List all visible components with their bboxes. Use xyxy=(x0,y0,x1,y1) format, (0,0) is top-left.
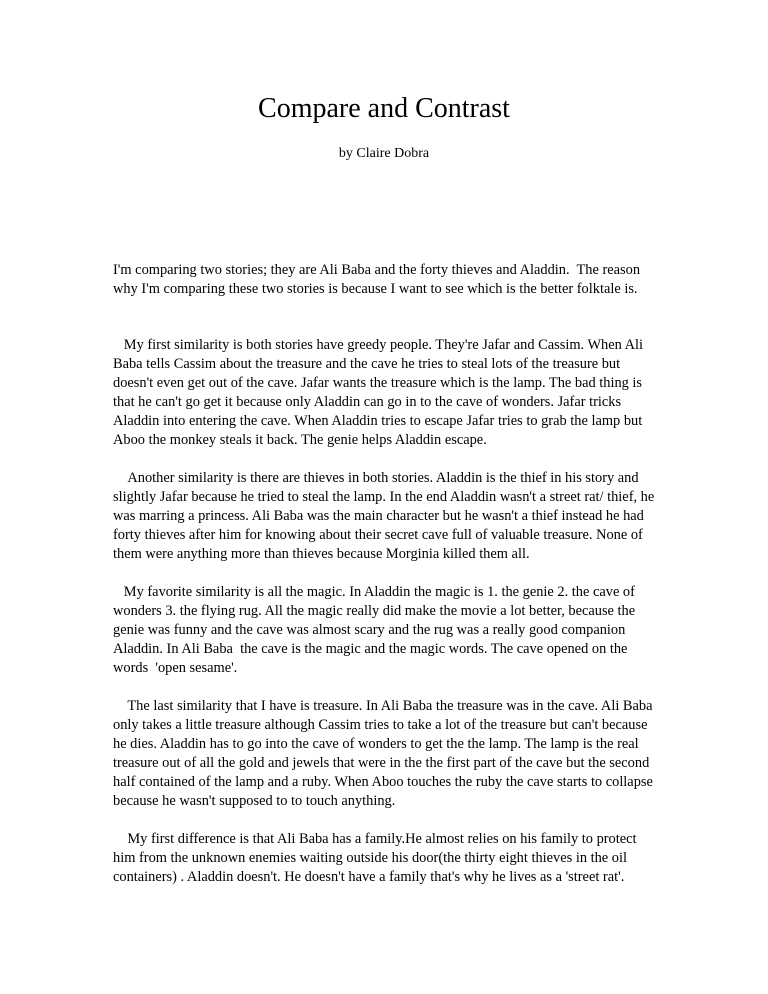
paragraph-greedy-people: My first similarity is both stories have greedy people. They're Jafar and Cassim. When Ali Baba tells Cassim about the treasure and the cave he tries to steal lots of the treasure but doesn't even get out of the cave. Jafar wants the treasure which is the lamp. The bad thing is that he can't go get it because only Aladdin can go in to the cave of wonders. Jafar tricks Aladdin into entering the cave. When Aladdin tries to escape Jafar tries to grab the lamp but Aboo the monkey steals it back. The genie helps Aladdin escape. xyxy=(113,337,647,448)
paragraph-magic: My favorite similarity is all the magic. In Aladdin the magic is 1. the genie 2. the cave of wonders 3. the flying rug. All the magic really did make the movie a lot better, because the genie was funny and the cave was almost scary and the rug was a really good companion Aladdin. In Ali Baba the cave is the magic and the magic words. The cave opened on the words 'open sesame'. xyxy=(113,584,639,676)
paragraph-treasure: The last similarity that I have is treasure. In Ali Baba the treasure was in the cave. Ali Baba only takes a little treasure although Cassim tries to take a lot of the treasure but can't because he dies. Aladdin has to go into the cave of wonders to get the the lamp. The lamp is the real treasure out of all the gold and jewels that were in the the first part of the cave but the second half contained of the lamp and a ruby. When Aboo touches the ruby the cave starts to collapse because he wasn't supposed to to touch anything. xyxy=(113,698,657,809)
document-body xyxy=(113,261,658,906)
paragraph-family: My first difference is that Ali Baba has a family.He almost relies on his family to protect him from the unknown enemies waiting outside his door(the thirty eight thieves in the oil containers) . Aladdin doesn't. He doesn't have a family that's why he lives as a 'street rat'. xyxy=(113,831,641,885)
page-title: Compare and Contrast xyxy=(258,93,510,124)
paragraph-intro: I'm comparing two stories; they are Ali Baba and the forty thieves and Aladdin. The reason why I'm comparing these two stories is because I want to see which is the better folktale is. xyxy=(113,262,644,297)
author-line: by Claire Dobra xyxy=(338,146,430,161)
paragraph-thieves: Another similarity is there are thieves in both stories. Aladdin is the thief in his story and slightly Jafar because he tried to steal the lamp. In the end Aladdin wasn't a street rat/ thief, he was marring a princess. Ali Baba was the main character but he wasn't a thief instead he had forty thieves after him for knowing about their secret cave full of valuable treasure. None of them were anything more than thieves because Morginia killed them all. xyxy=(113,470,658,562)
